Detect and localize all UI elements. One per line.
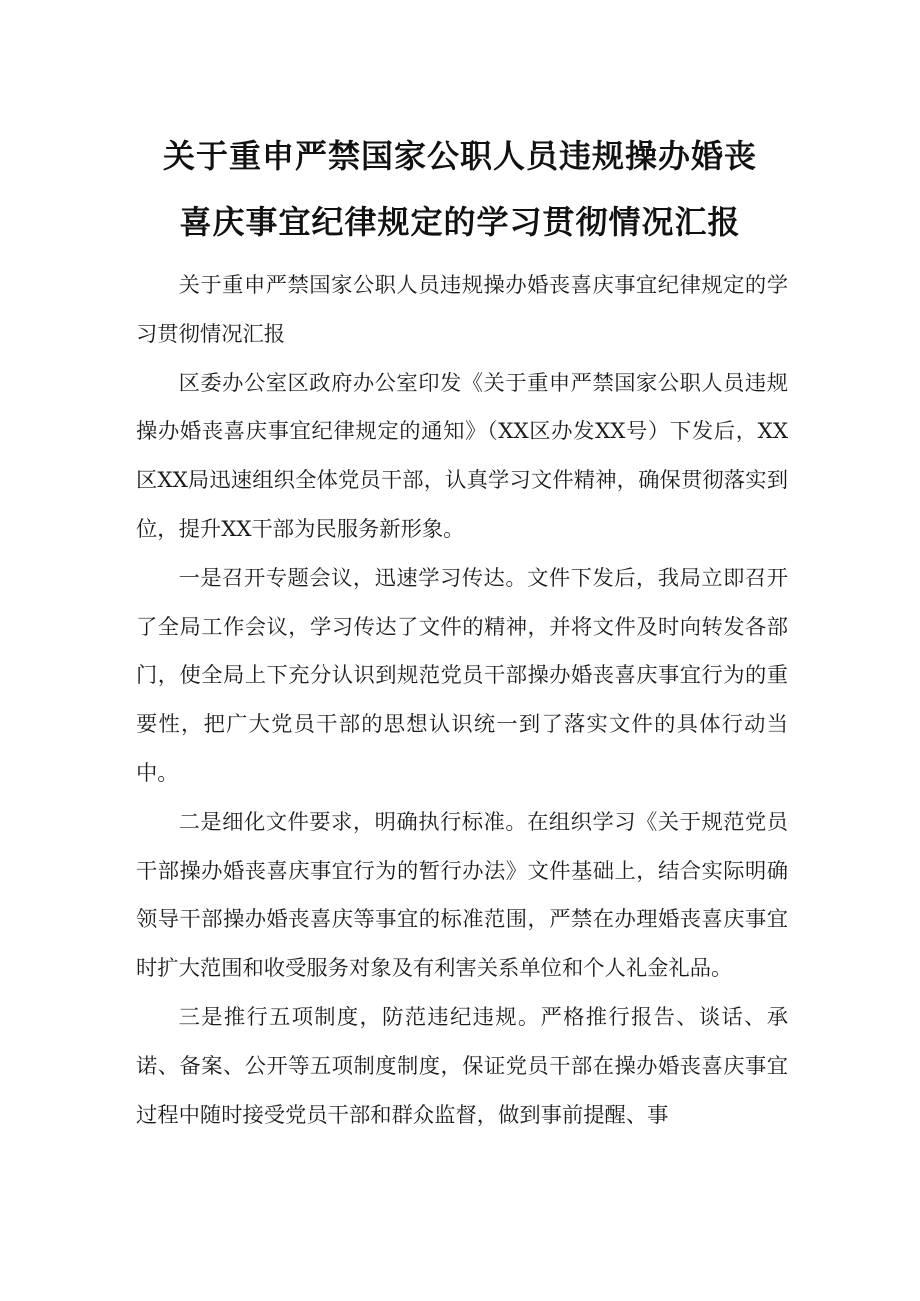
paragraph-subtitle: 关于重申严禁国家公职人员违规操办婚丧喜庆事宜纪律规定的学习贯彻情况汇报 — [136, 273, 788, 347]
document-title-line-2: 喜庆事宜纪律规定的学习贯彻情况汇报 — [179, 203, 741, 241]
paragraph-point-1: 一是召开专题会议，迅速学习传达。文件下发后，我局立即召开了全局工作会议，学习传达了文件的精神，并将文件及时向转发各部门，使全局上下充分认识到规范党员干部操办婚丧喜庆事宜行为的重要性，把广大党员干部的思想认识统一到了落实文件的具体行动当中。 — [136, 565, 788, 786]
paragraph-point-3: 三是推行五项制度，防范违纪违规。严格推行报告、谈话、承诺、备案、公开等五项制度制度，保证党员干部在操办婚丧喜庆事宜过程中随时接受党员干部和群众监督，做到事前提醒、事 — [136, 1004, 788, 1128]
paragraph-point-2: 二是细化文件要求，明确执行标准。在组织学习《关于规范党员干部操办婚丧喜庆事宜行为的暂行办法》文件基础上，结合实际明确领导干部操办婚丧喜庆等事宜的标准范围，严禁在办理婚丧喜庆事宜时扩大范围和收受服务对象及有利害关系单位和个人礼金礼品。 — [136, 809, 788, 982]
paragraph-intro: 区委办公室区政府办公室印发《关于重申严禁国家公职人员违规操办婚丧喜庆事宜纪律规定的通知》（XX区办发XX号）下发后，XX区XX局迅速组织全体党员干部，认真学习文件精神，确保贯彻落实到位，提升XX干部为民服务新形象。 — [136, 370, 788, 542]
document-title-line-1: 关于重申严禁国家公职人员违规操办婚丧 — [162, 137, 757, 175]
document-body — [136, 262, 788, 1140]
